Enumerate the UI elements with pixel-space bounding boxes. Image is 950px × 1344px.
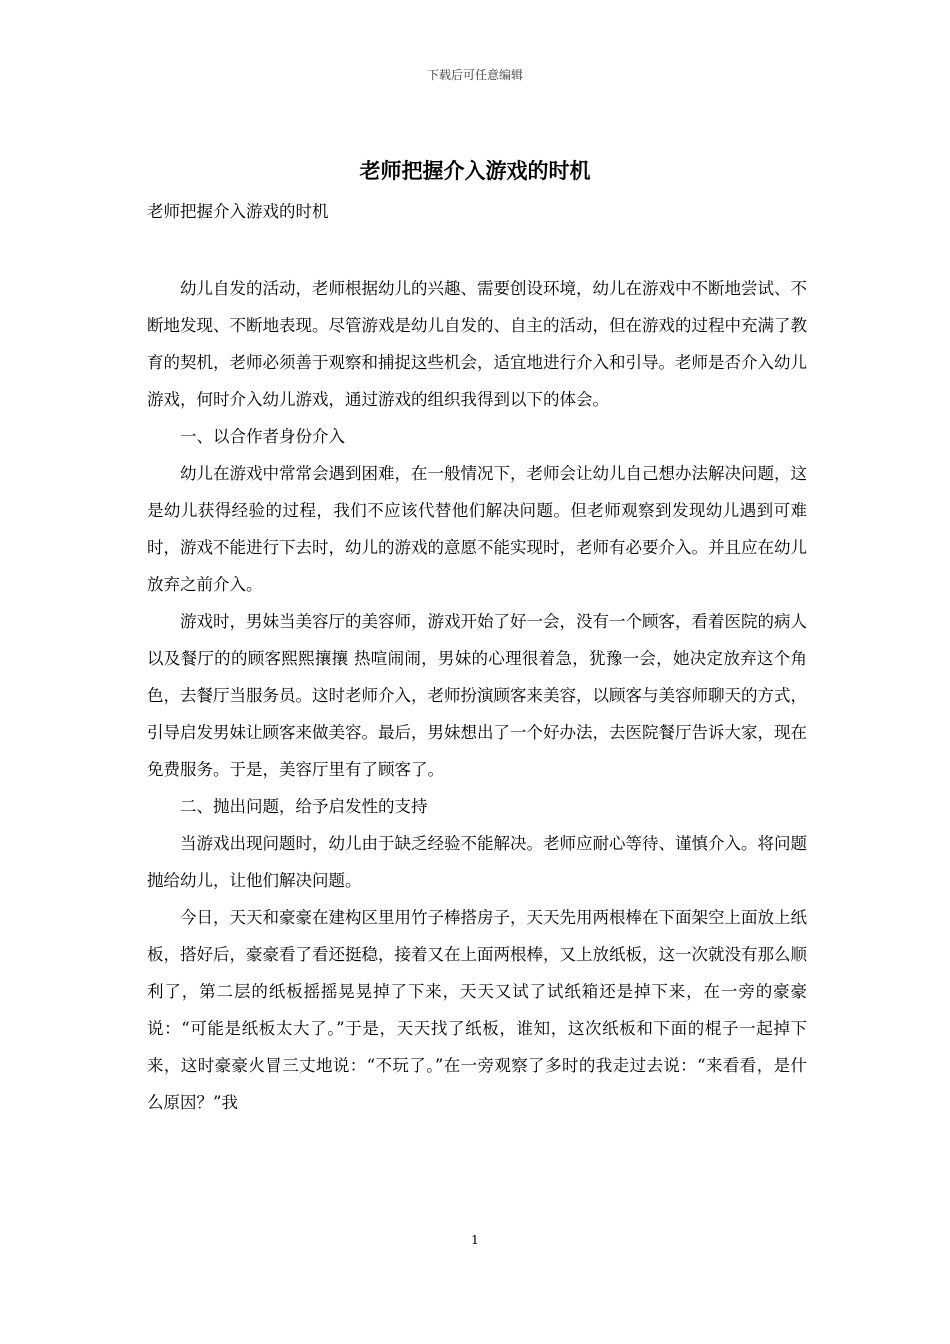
intro-paragraph: 幼儿自发的活动，老师根据幼儿的兴趣、需要创设环境，幼儿在游戏中不断地尝试、不断地发现、不断地表现。尽管游戏是幼儿自发的、自主的活动，但在游戏的过程中充满了教育的契机，老师必须善于观察和捕捉这些机会，适宜地进行介入和引导。老师是否介入幼儿游戏，何时介入幼儿游戏，通过游戏的组织我得到以下的体会。 xyxy=(147,279,807,409)
section-heading: 二、抛出问题，给予启发性的支持 xyxy=(180,797,428,816)
section-heading: 一、以合作者身份介入 xyxy=(180,427,345,446)
header-note: 下载后可任意编辑 xyxy=(426,68,523,82)
document-body xyxy=(147,270,807,1121)
page-number: 1 xyxy=(471,1233,479,1247)
body-paragraph: 今日，天天和豪豪在建构区里用竹子棒搭房子，天天先用两根棒在下面架空上面放上纸板，搭好后，豪豪看了看还挺稳，接着又在上面两根棒，又上放纸板，这一次就没有那么顺利了，第二层的纸板摇摇晃晃掉了下来，天天又试了试纸箱还是掉下来，在一旁的豪豪说：“可能是纸板太大了。”于是，天天找了纸板，谁知，这次纸板和下面的棍子一起掉下来，这时豪豪火冒三丈地说：“不玩了。”在一旁观察了多时的我走过去说：“来看看，是什么原因？”我 xyxy=(147,908,807,1112)
document-title: 老师把握介入游戏的时机 xyxy=(359,158,591,183)
body-paragraph: 幼儿在游戏中常常会遇到困难，在一般情况下，老师会让幼儿自己想办法解决问题，这是幼儿获得经验的过程，我们不应该代替他们解决问题。但老师观察到发现幼儿遇到可难时，游戏不能进行下去时，幼儿的游戏的意愿不能实现时，老师有必要介入。并且应在幼儿放弃之前介入。 xyxy=(147,464,807,594)
body-paragraph: 游戏时，男妹当美容厅的美容师，游戏开始了好一会，没有一个顾客，看着医院的病人以及餐厅的的顾客熙熙攘攘 热喧闹闹，男妹的心理很着急，犹豫一会，她决定放弃这个角色，去餐厅当服务员。这时老师介入，老师扮演顾客来美容，以顾客与美容师聊天的方式，引导启发男妹让顾客来做美容。最后，男妹想出了一个好办法，去医院餐厅告诉大家，现在免费服务。于是，美容厅里有了顾客了。 xyxy=(147,612,807,779)
document-subtitle: 老师把握介入游戏的时机 xyxy=(147,202,329,221)
body-paragraph: 当游戏出现问题时，幼儿由于缺乏经验不能解决。老师应耐心等待、谨慎介入。将问题抛给幼儿，让他们解决问题。 xyxy=(147,834,807,890)
